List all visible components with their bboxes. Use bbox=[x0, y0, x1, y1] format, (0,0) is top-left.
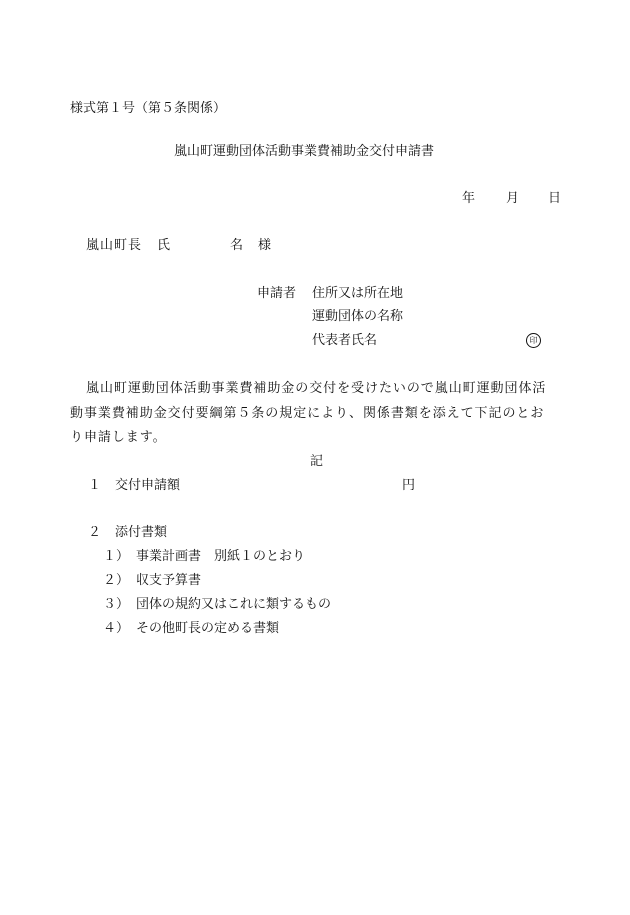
item-1-unit: 円 bbox=[402, 478, 416, 493]
addressee-honorific: 様 bbox=[258, 238, 272, 253]
addressee-name-label-1: 氏 bbox=[157, 238, 171, 253]
date-month-label: 月 bbox=[506, 191, 520, 206]
doc-2-number: ２） bbox=[103, 573, 130, 588]
doc-4-text: その他町長の定める書類 bbox=[136, 621, 280, 636]
body-line-1: 嵐山町運動団体活動事業費補助金の交付を受けたいので嵐山町運動団体活 bbox=[86, 381, 547, 396]
doc-4-number: ４） bbox=[103, 621, 130, 636]
doc-1-number: １） bbox=[103, 549, 130, 564]
date-day-label: 日 bbox=[548, 191, 562, 206]
ki-label: 記 bbox=[310, 454, 324, 469]
doc-3-number: ３） bbox=[103, 597, 130, 612]
body-line-2: 動事業費補助金交付要綱第５条の規定により、関係書類を添えて下記のとお bbox=[70, 406, 545, 421]
form-title: 嵐山町運動団体活動事業費補助金交付申請書 bbox=[174, 144, 435, 159]
applicant-representative-label: 代表者氏名 bbox=[312, 333, 378, 348]
applicant-label: 申請者 bbox=[257, 286, 297, 301]
date-year-label: 年 bbox=[462, 191, 476, 206]
addressee-name-label-2: 名 bbox=[230, 238, 244, 253]
applicant-address-label: 住所又は所在地 bbox=[312, 286, 404, 301]
item-1-label: 交付申請額 bbox=[115, 478, 181, 493]
seal-mark: 印 bbox=[526, 333, 541, 348]
body-line-3: り申請します。 bbox=[70, 430, 167, 445]
addressee-office: 嵐山町長 bbox=[86, 238, 143, 253]
doc-3-text: 団体の規約又はこれに類するもの bbox=[136, 597, 332, 612]
applicant-org-name-label: 運動団体の名称 bbox=[312, 309, 404, 324]
doc-2-text: 収支予算書 bbox=[136, 573, 202, 588]
form-number: 様式第１号（第５条関係） bbox=[70, 101, 227, 116]
doc-1-text: 事業計画書 別紙１のとおり bbox=[136, 549, 306, 564]
item-2-number: ２ bbox=[88, 525, 102, 540]
item-2-label: 添付書類 bbox=[115, 525, 168, 540]
item-1-number: １ bbox=[88, 478, 102, 493]
